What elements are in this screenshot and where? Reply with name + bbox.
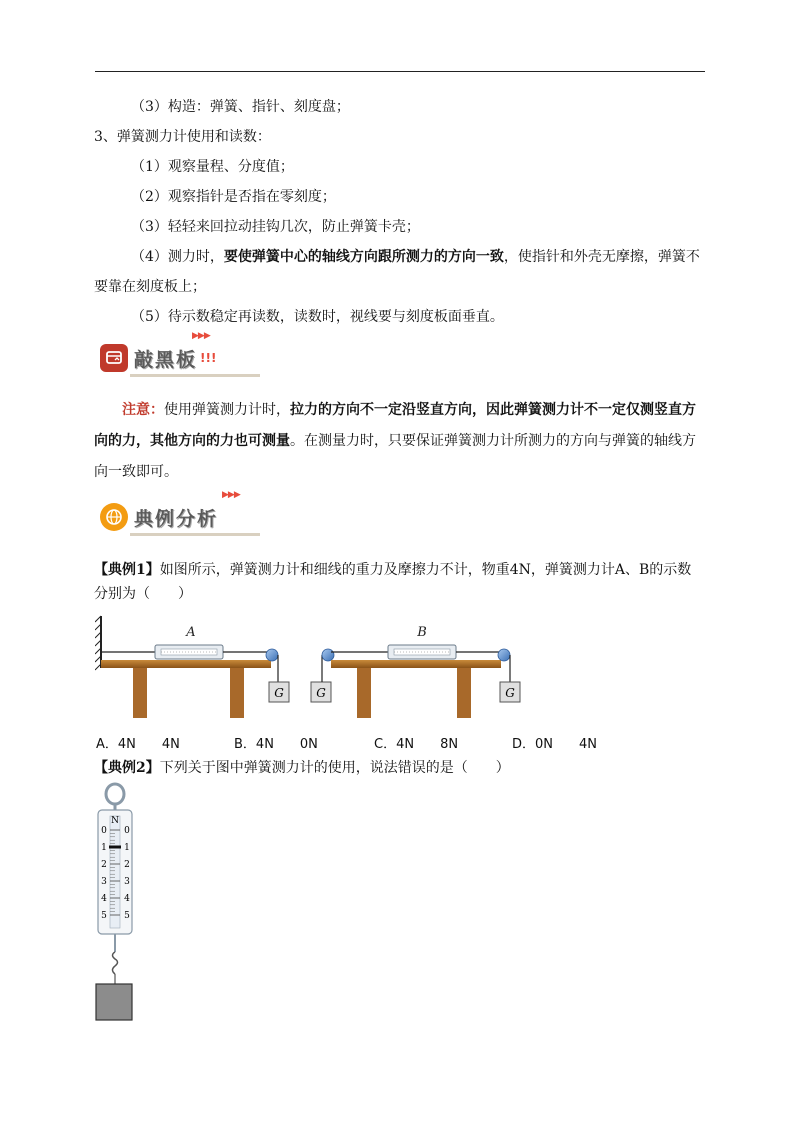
note-line-2: 向的力，其他方向的力也可测量。在测量力时，只要保证弹簧测力计所测力的方向与弹簧的轴线方 [94, 433, 696, 449]
svg-text:G: G [274, 686, 284, 700]
tick-label-right-5: 5 [124, 911, 130, 921]
badge-example-analysis [100, 490, 240, 534]
tick-label-right-4: 4 [124, 894, 130, 904]
option-c[interactable]: C．4N 8N [374, 737, 459, 752]
header-rule [95, 71, 705, 72]
tick-label-left-3: 3 [101, 877, 107, 887]
tick-label-right-1: 1 [124, 843, 130, 853]
tick-label-right-3: 3 [124, 877, 130, 887]
arrows-icon: ▶▶▶ [192, 331, 210, 341]
badge-underline [130, 533, 260, 536]
tick-label-left-4: 4 [101, 894, 107, 904]
pointer [109, 846, 121, 849]
scale-a-label: A [186, 625, 196, 640]
svg-text:G: G [505, 686, 515, 700]
top-ring [106, 784, 124, 810]
step-4: （4）测力时，要使弹簧中心的轴线方向跟所测力的方向一致，使指针和外壳无摩擦，弹簧不 [131, 249, 700, 265]
svg-text:G: G [316, 686, 326, 700]
wall [95, 616, 101, 670]
weight-g-left [269, 682, 289, 702]
example-1-line-1: 【典例1】如图所示，弹簧测力计和细线的重力及摩擦力不计，物重4N，弹簧测力计A、B的示数 [94, 562, 692, 578]
hanging-weight [96, 984, 132, 1020]
option-d[interactable]: D．0N 4N [512, 737, 598, 752]
tick-label-left-0: 0 [101, 826, 107, 836]
step-4-continued: 要靠在刻度板上； [94, 279, 206, 295]
weight-g-right-1 [311, 682, 331, 702]
arrows-icon: ▶▶▶ [222, 490, 240, 500]
badge-knock-board [100, 331, 217, 375]
tick-label-left-1: 1 [101, 843, 107, 853]
step-1: （1）观察量程、分度值； [131, 159, 294, 175]
step-5: （5）待示数稳定再读数，读数时，视线要与刻度板面垂直。 [131, 309, 504, 325]
badge-title: 敲黑板 [134, 348, 198, 371]
tick-label-right-2: 2 [124, 860, 130, 870]
section-3-title: 3、弹簧测力计使用和读数： [94, 129, 271, 145]
example-2-line: 【典例2】下列关于图中弹簧测力计的使用，说法错误的是（ ） [94, 760, 510, 776]
badge-exclaim: !!! [200, 351, 217, 365]
step-2: （2）观察指针是否指在零刻度； [131, 189, 336, 205]
unit-label: N [111, 816, 119, 826]
tick-label-left-2: 2 [101, 860, 107, 870]
option-a[interactable]: A．4N 4N [96, 737, 180, 752]
note-line-3: 向一致即可。 [94, 464, 178, 480]
spring-scale-a [155, 625, 223, 659]
tick-label-left-5: 5 [101, 911, 107, 921]
table-right [331, 660, 501, 718]
hook [113, 934, 118, 984]
spring-scale-b [388, 625, 456, 659]
structure-line: （3）构造：弹簧、指针、刻度盘； [131, 99, 350, 115]
table-left [101, 660, 271, 718]
globe-icon [100, 503, 128, 531]
note-line-1: 注意：使用弹簧测力计时，拉力的方向不一定沿竖直方向，因此弹簧测力计不一定仅测竖直方 [122, 402, 696, 418]
tick-label-right-0: 0 [124, 826, 130, 836]
badge-underline [130, 374, 260, 377]
option-b[interactable]: B．4N 0N [234, 737, 318, 752]
example-1-figure [95, 612, 535, 724]
step-3: （3）轻轻来回拉动挂钩几次，防止弹簧卡壳； [131, 219, 420, 235]
weight-g-right-2 [500, 682, 520, 702]
board-icon [100, 344, 128, 372]
scale-b-label: B [417, 625, 427, 640]
badge-title: 典例分析 [134, 507, 219, 530]
example-1-line-2: 分别为（ ） [94, 586, 192, 602]
example-2-figure [92, 780, 142, 1025]
